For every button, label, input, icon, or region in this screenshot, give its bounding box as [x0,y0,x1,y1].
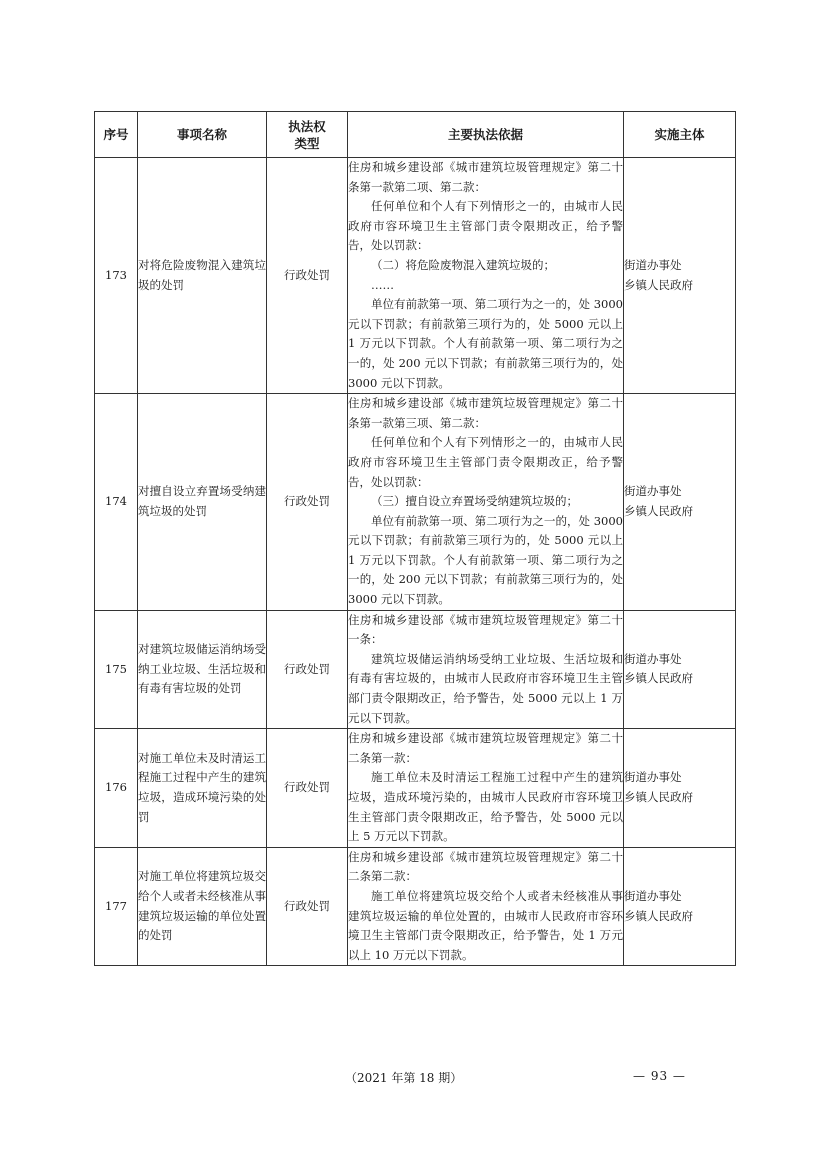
implementing-body [624,158,736,394]
implementing-body [624,847,736,966]
basis-paragraph: 住房和城乡建设部《城市建筑垃圾管理规定》第二十条第一款第三项、第二款： [348,396,623,430]
table-row [95,158,736,394]
issue-label: （2021 年第 18 期） [345,1071,463,1085]
org-line: 乡镇人民政府 [624,908,693,923]
table-row [95,610,736,729]
row-number: 173 [95,158,138,394]
header-basis: 主要执法依据 [348,112,624,158]
enforcement-type: 行政处罚 [267,158,348,394]
legal-basis [348,847,624,966]
org-line: 乡镇人民政府 [624,503,693,518]
implementing-body [624,610,736,729]
enforcement-type: 行政处罚 [267,610,348,729]
basis-paragraph: 施工单位未及时清运工程施工过程中产生的建筑垃圾，造成环境污染的，由城市人民政府市容环境卫生主管部门责令限期改正，给予警告，处 5000 元以上 5 万元以下罚款。 [348,770,623,844]
org-line: 乡镇人民政府 [624,277,693,292]
row-number: 176 [95,729,138,848]
enforcement-table [94,111,736,966]
table-header-row [95,112,736,158]
item-name: 对建筑垃圾储运消纳场受纳工业垃圾、生活垃圾和有毒有害垃圾的处罚 [138,610,267,729]
basis-paragraph: 住房和城乡建设部《城市建筑垃圾管理规定》第二十二条第一款： [348,731,623,765]
org-line: 乡镇人民政府 [624,790,693,804]
basis-paragraph: 住房和城乡建设部《城市建筑垃圾管理规定》第二十条第一款第二项、第二款： [348,160,623,194]
basis-paragraph: 任何单位和个人有下列情形之一的，由城市人民政府市容环境卫生主管部门责令限期改正，给予警告，处以罚款： [348,435,623,489]
org-line: 街道办事处 [624,484,682,499]
enforcement-type: 行政处罚 [267,729,348,848]
basis-paragraph: …… [371,277,394,292]
header-no: 序号 [95,112,138,158]
org-line: 街道办事处 [624,257,682,272]
item-name: 对擅自设立弃置场受纳建筑垃圾的处罚 [138,394,267,611]
basis-paragraph: 建筑垃圾储运消纳场受纳工业垃圾、生活垃圾和有毒有害垃圾的，由城市人民政府市容环境卫生主管部门责令限期改正，给予警告，处 5000 元以上 1 万元以下罚款。 [348,651,623,725]
row-number: 175 [95,610,138,729]
org-line: 街道办事处 [624,770,682,785]
org-line: 街道办事处 [624,651,682,666]
table-row [95,729,736,848]
basis-paragraph: 住房和城乡建设部《城市建筑垃圾管理规定》第二十二条第二款： [348,849,623,884]
implementing-body [624,729,736,848]
header-type-text: 执法权类型 [288,118,326,151]
legal-basis [348,610,624,729]
header-type [267,112,348,158]
page-number: — 93 — [633,1069,686,1083]
legal-basis [348,729,624,848]
row-number: 174 [95,394,138,611]
header-org: 实施主体 [624,112,736,158]
legal-basis [348,158,624,394]
table-row [95,394,736,611]
enforcement-type: 行政处罚 [267,847,348,966]
basis-paragraph: （二）将危险废物混入建筑垃圾的； [371,257,555,272]
basis-paragraph: 施工单位将建筑垃圾交给个人或者未经核准从事建筑垃圾运输的单位处置的，由城市人民政府市容环境卫生主管部门责令限期改正，给予警告，处 1 万元以上 10 万元以下罚款。 [348,888,623,962]
legal-basis [348,394,624,611]
basis-paragraph: 单位有前款第一项、第二项行为之一的，处 3000 元以下罚款；有前款第三项行为的，处 5000 元以上 1 万元以下罚款。个人有前款第一项、第二项行为之一的，处 200 元以下罚款；有前款第三项行为的，处 3000 元以下罚款。 [348,297,623,390]
table-row [95,847,736,966]
item-name: 对将危险废物混入建筑垃圾的处罚 [138,158,267,394]
header-item-name: 事项名称 [138,112,267,158]
row-number: 177 [95,847,138,966]
item-name: 对施工单位将建筑垃圾交给个人或者未经核准从事建筑垃圾运输的单位处置的处罚 [138,847,267,966]
basis-paragraph: （三）擅自设立弃置场受纳建筑垃圾的； [371,494,578,509]
enforcement-type: 行政处罚 [267,394,348,611]
basis-paragraph: 单位有前款第一项、第二项行为之一的，处 3000 元以下罚款；有前款第三项行为的，处 5000 元以上 1 万元以下罚款。个人有前款第一项、第二项行为之一的，处 200 元以下罚款；有前款第三项行为的，处 3000 元以下罚款。 [348,513,623,607]
org-line: 乡镇人民政府 [624,671,693,686]
item-name: 对施工单位未及时清运工程施工过程中产生的建筑垃圾，造成环境污染的处罚 [138,729,267,848]
basis-paragraph: 住房和城乡建设部《城市建筑垃圾管理规定》第二十一条： [348,612,623,647]
org-line: 街道办事处 [624,888,682,903]
implementing-body [624,394,736,611]
basis-paragraph: 任何单位和个人有下列情形之一的，由城市人民政府市容环境卫生主管部门责令限期改正，给予警告，处以罚款： [348,199,623,253]
